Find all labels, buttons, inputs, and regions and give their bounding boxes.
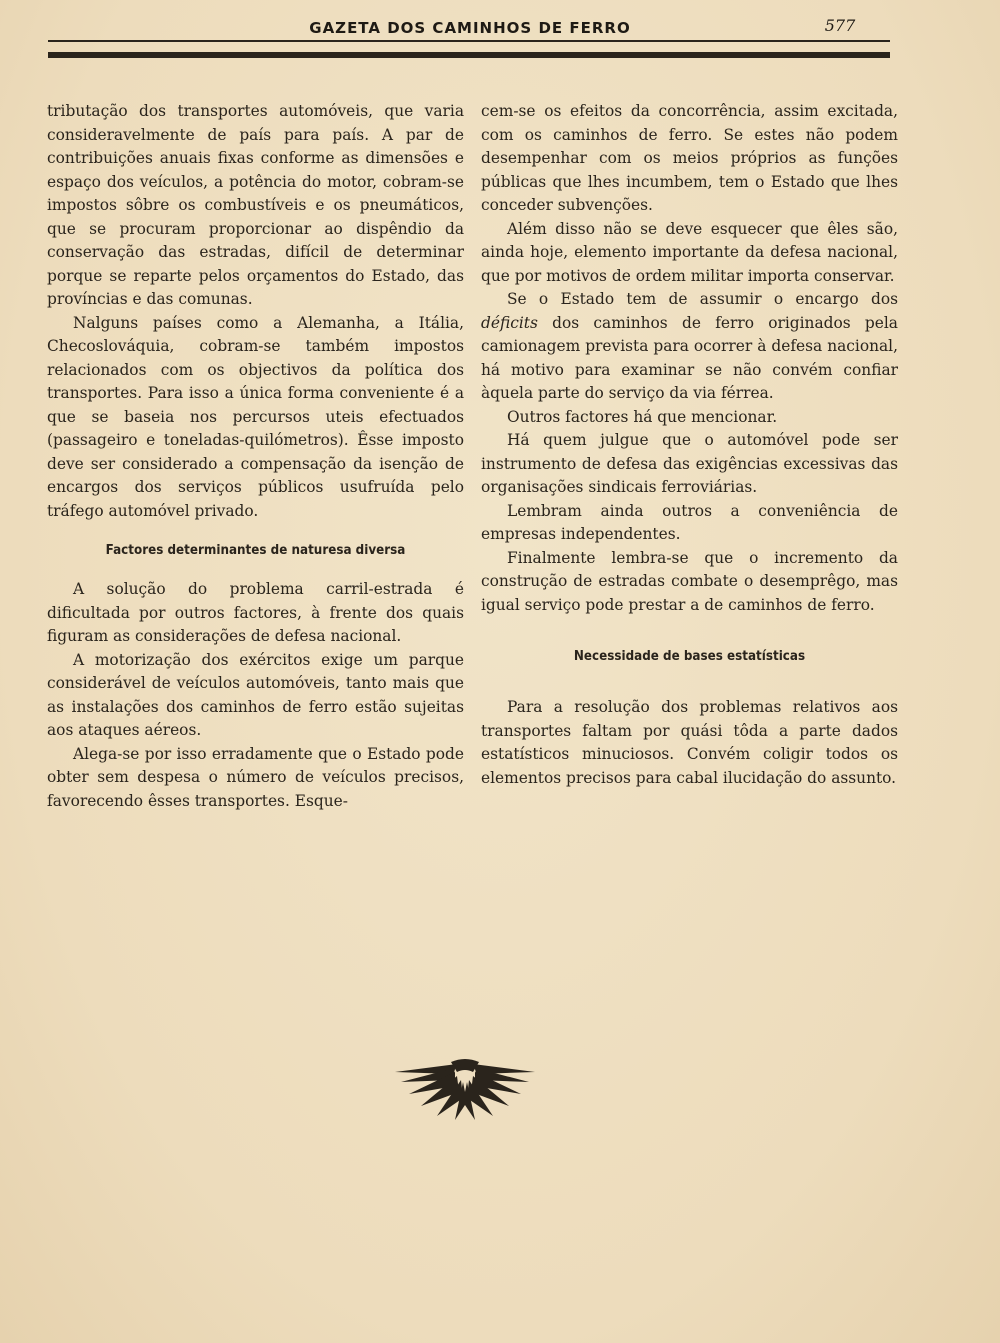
paragraph: Há quem julgue que o automóvel pode ser instrumento de defesa das exigências excessivas das organisações sindicais ferroviárias. — [481, 431, 898, 496]
page-number: 577 — [824, 16, 856, 35]
left-column — [47, 100, 464, 813]
paragraph-text: Se o Estado tem de assumir o encargo dos — [507, 290, 898, 308]
header-rule-thick — [48, 52, 890, 58]
paragraph — [481, 288, 898, 406]
section-heading: Factores determinantes de naturesa diversa — [105, 543, 406, 558]
paragraph: Outros factores há que mencionar. — [507, 407, 778, 426]
paragraph: A solução do problema carril-estrada é dificultada por outros factores, à frente dos quais figuram as considerações de defesa nacional. — [47, 580, 464, 645]
paragraph: Alega-se por isso erradamente que o Estado pode obter sem despesa o número de veículos precisos, favorecendo êsses transportes. Esque- — [47, 744, 464, 810]
journal-title: GAZETA DOS CAMINHOS DE FERRO — [309, 19, 631, 37]
paragraph: cem-se os efeitos da concorrência, assim excitada, com os caminhos de ferro. Se estes não podem desempenhar com os meios próprios as funções públicas que lhes incumbem, tem o Estado que lhes conceder subvenções. — [481, 102, 898, 214]
section-heading: Necessidade de bases estatísticas — [573, 649, 806, 664]
paragraph-text: dos caminhos de ferro originados pela camionagem prevista para ocorrer à defesa nacional, há motivo para examinar se não convém confiar àquela parte do serviço da via férrea. — [481, 313, 898, 402]
italic-term: déficits — [481, 313, 538, 332]
paragraph: Para a resolução dos problemas relativos aos transportes faltam por quási tôda a parte dados estatísticos minuciosos. Convém coligir todos os elementos precisos para cabal ilucidação do assunto. — [481, 698, 898, 787]
paragraph: Lembram ainda outros a conveniência de empresas independentes. — [481, 501, 898, 543]
paragraph: Nalguns países como a Alemanha, a Itália, Checoslováquia, cobram-se também impostos relacionados com os objectivos da política dos transportes. Para isso a única forma conveniente é a que se baseia nos percursos uteis efectuados (passageiro e toneladas-quilómetros). Êsse imposto deve ser considerado a compensação da isenção de encargos dos serviços públicos usufruída pelo tráfego automóvel privado. — [47, 313, 464, 520]
paragraph: A motorização dos exércitos exige um parque considerável de veículos automóveis, tanto mais que as instalações dos caminhos de ferro estão sujeitas aos ataques aéreos. — [47, 650, 464, 739]
paragraph: Além disso não se deve esquecer que êles são, ainda hoje, elemento importante da defesa nacional, que por motivos de ordem militar importa conservar. — [481, 219, 898, 285]
paragraph: Finalmente lembra-se que o incremento da construção de estradas combate o desemprêgo, mas igual serviço pode prestar a de caminhos de ferro. — [481, 548, 898, 614]
right-column — [481, 100, 898, 790]
paragraph: tributação dos transportes automóveis, que varia consideravelmente de país para país. A par de contribuições anuais fixas conforme as dimensões e espaço dos veículos, a potência do motor, cobram-se impostos sôbre os combustíveis e os pneumáticos, que se procuram proporcionar ao dispêndio da conservação das estradas, difícil de determinar porque se reparte pelos orçamentos do Estado, das províncias e das comunas. — [47, 102, 464, 308]
header-rule-thin — [48, 40, 890, 42]
fan-ornament-icon — [395, 1058, 535, 1120]
